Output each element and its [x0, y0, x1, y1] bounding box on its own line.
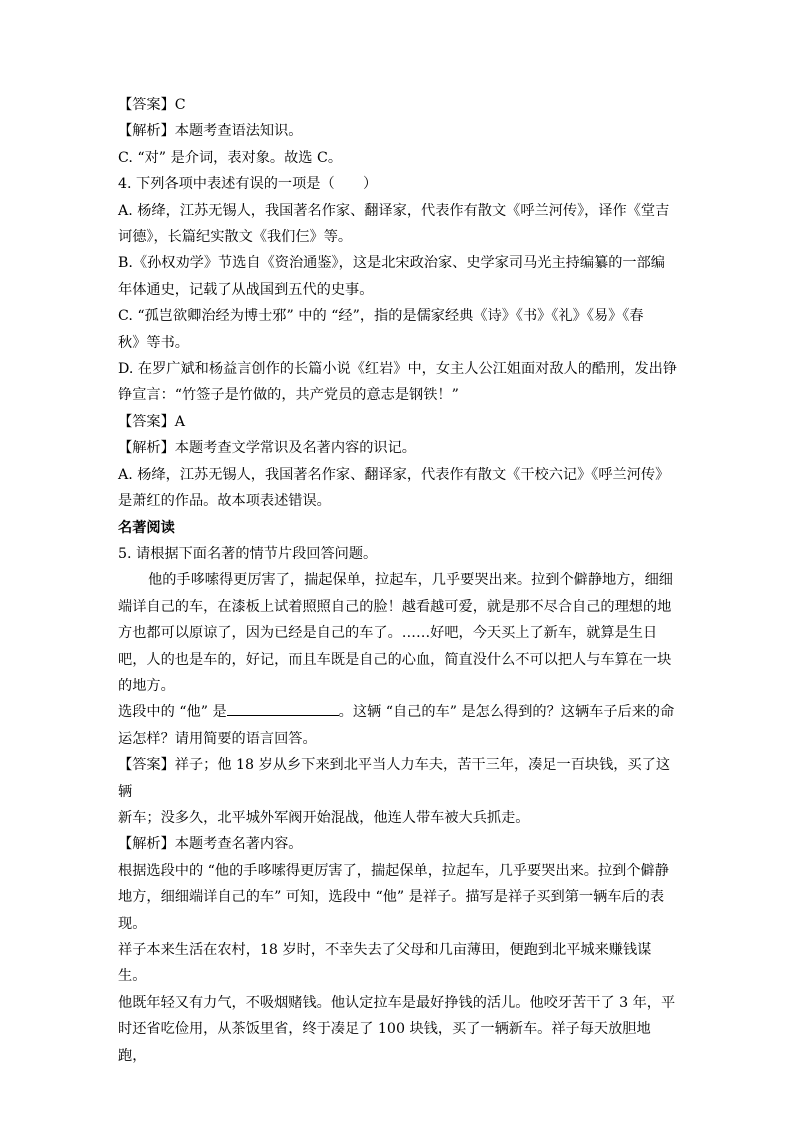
excerpt-line: 方也都可以原谅了，因为已经是自己的车了。……好吧，今天买上了新车，就算是生日	[118, 625, 658, 642]
fill-in-question	[118, 699, 678, 725]
answer-line: 【答案】C	[118, 97, 186, 113]
question-4-stem: 4. 下列各项中表述有误的一项是（ ）	[118, 176, 378, 193]
text-line: 现。	[118, 915, 147, 932]
excerpt-line: 他的手哆嗦得更厉害了，揣起保单，拉起车，几乎要哭出来。拉到个僻静地方，细细	[148, 572, 673, 589]
answer-line: 【答案】A	[118, 413, 185, 430]
option-a-line-1: A. 杨绛，江苏无锡人，我国著名作家、翻译家，代表作有散文《呼兰河传》，译作《堂吉	[118, 202, 670, 219]
text-line: A. 杨绛，江苏无锡人，我国著名作家、翻译家，代表作有散文《干校六记》《呼兰河传》	[118, 466, 670, 483]
question-text: 选段中的 “他” 是	[118, 704, 227, 721]
text-line: 运怎样？请用简要的语言回答。	[118, 730, 317, 747]
analysis-line: 【解析】本题考查名著内容。	[118, 836, 303, 853]
answer-line: 【答案】祥子；他 18 岁从乡下来到北平当人力车夫，苦干三年，凑足一百块钱，买了这辆	[118, 757, 671, 800]
option-a-line-2: 诃德》，长篇纪实散文《我们仨》等。	[118, 229, 353, 246]
text-line: 地方，细细端详自己的车” 可知，选段中 “他” 是祥子。描写是祥子买到第一辆车后的表	[118, 889, 665, 906]
question-text: 。这辆 “自己的车” 是怎么得到的？这辆车子后来的命	[338, 704, 675, 721]
text-line: 新车；没多久，北平城外军阀开始混战，他连人带车被大兵抓走。	[118, 809, 530, 826]
analysis-line: 【解析】本题考查语法知识。	[118, 123, 303, 140]
option-d-line-1: D. 在罗广斌和杨益言创作的长篇小说《红岩》中，女主人公江姐面对敌人的酷刑，发出铮	[118, 361, 678, 378]
text-line: 时还省吃俭用，从茶饭里省，终于凑足了 100 块钱，买了一辆新车。祥子每天放胆地跑，	[118, 1021, 651, 1064]
option-c-line-2: 秋》等书。	[118, 334, 189, 351]
excerpt-line: 端详自己的车，在漆板上试着照照自己的脸！越看越可爱，就是那不尽合自己的理想的地	[118, 598, 672, 615]
text-line: 祥子本来生活在农村，18 岁时，不幸失去了父母和几亩薄田，便跑到北平城来赚钱谋生。	[118, 942, 652, 985]
text-line: 根据选段中的 “他的手哆嗦得更厉害了，揣起保单，拉起车，几乎要哭出来。拉到个僻静	[118, 862, 669, 879]
text-line: 他既年轻又有力气，不吸烟赌钱。他认定拉车是最好挣钱的活儿。他咬牙苦干了 3 年，平	[118, 994, 676, 1011]
text-line: 是萧红的作品。故本项表述错误。	[118, 493, 331, 510]
section-heading: 名著阅读	[118, 519, 175, 536]
excerpt-line: 的地方。	[118, 677, 175, 694]
option-d-line-2: 铮宣言：“竹签子是竹做的，共产党员的意志是钢铁！”	[118, 387, 459, 404]
question-5-stem: 5. 请根据下面名著的情节片段回答问题。	[118, 545, 378, 562]
excerpt-line: 吧，人的也是车的，好记，而且车既是自己的心血，简直没什么不可以把人与车算在一块	[118, 651, 672, 668]
option-b-line-2: 年体通史，记载了从战国到五代的史事。	[118, 281, 374, 298]
option-c-line-1: C. “孤岂欲卿治经为博士邪” 中的 “经”，指的是儒家经典《诗》《书》《礼》《易》《春	[118, 308, 644, 325]
text-line: C. “对” 是介词，表对象。故选 C。	[118, 149, 343, 166]
analysis-line: 【解析】本题考查文学常识及名著内容的识记。	[118, 440, 416, 457]
answer-blank	[227, 700, 339, 716]
document-body	[118, 92, 678, 1069]
option-b-line-1: B.《孙权劝学》节选自《资治通鉴》，这是北宋政治家、史学家司马光主持编纂的一部编	[118, 255, 665, 272]
